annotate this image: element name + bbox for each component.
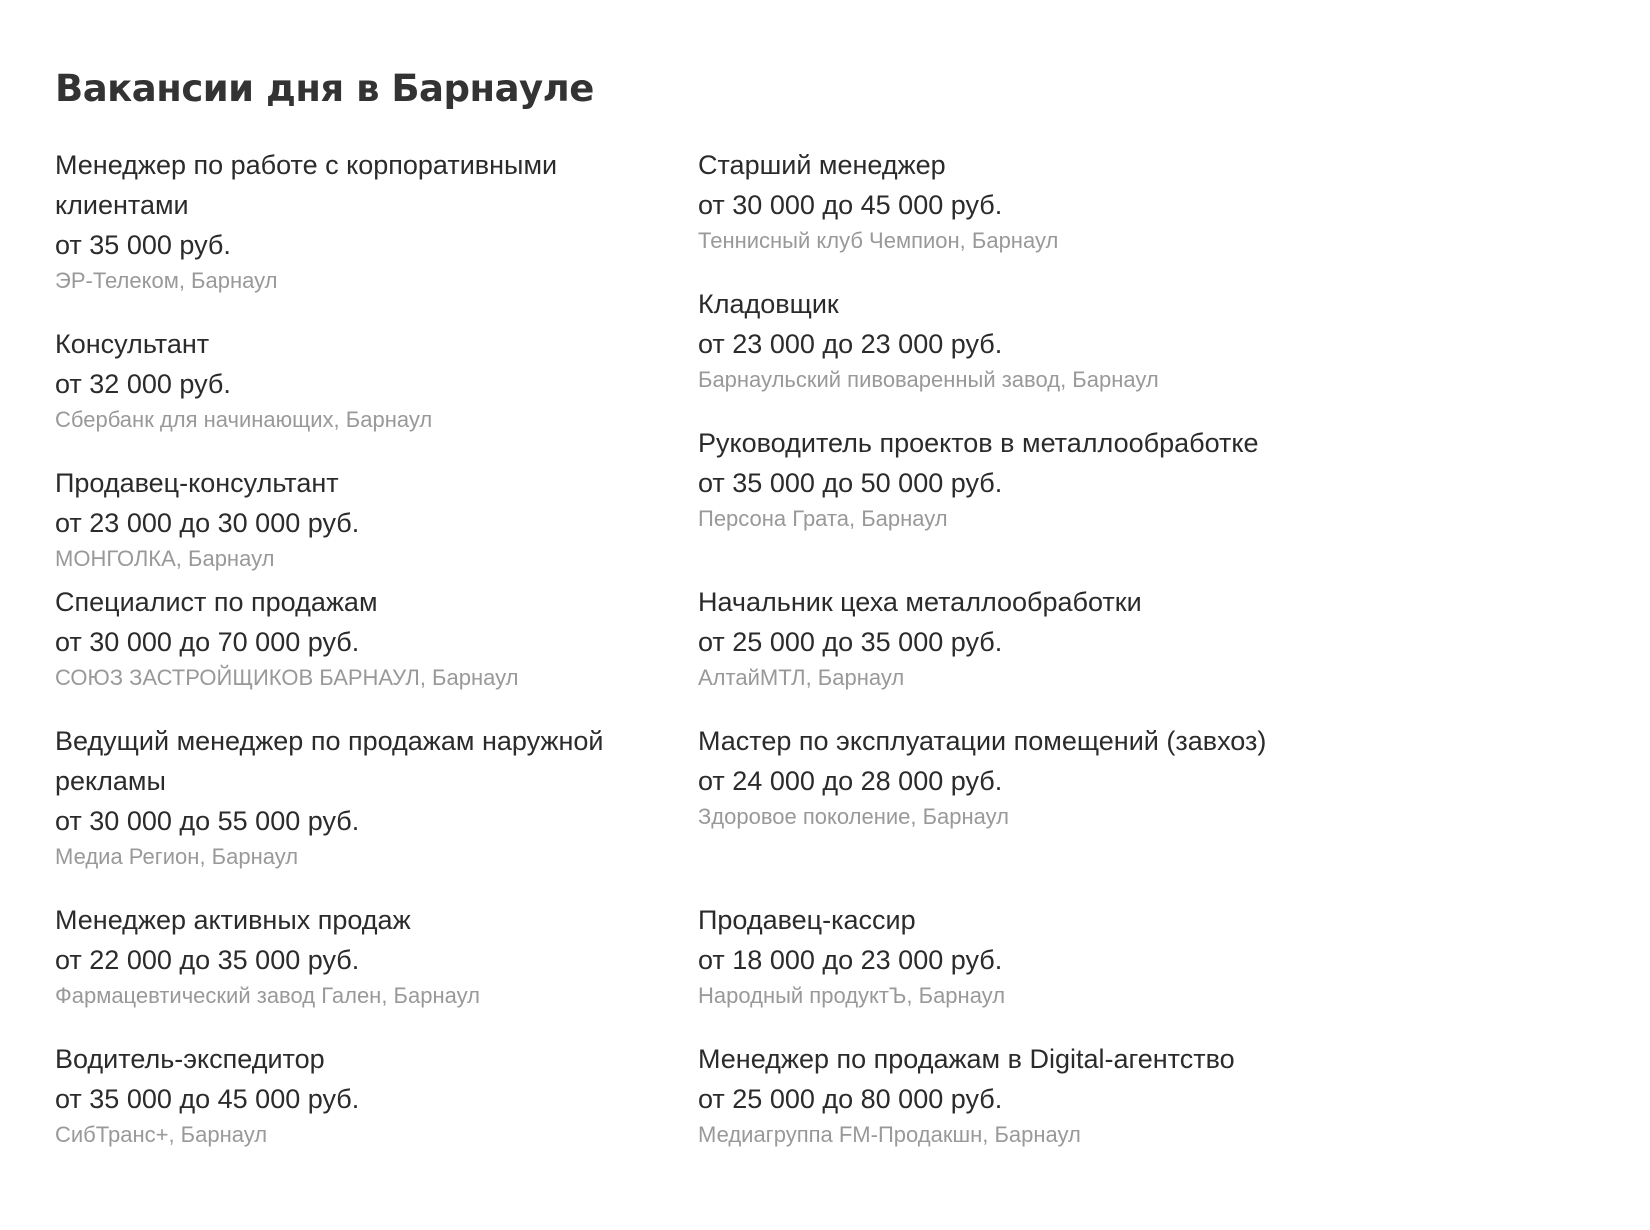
vacancy-company: СибТранс+, Барнаул [55,1122,268,1147]
vacancy-salary: от 35 000 до 45 000 руб. [55,1084,360,1114]
vacancy-title[interactable]: Кладовщик [698,289,839,319]
vacancy-card[interactable] [55,582,655,694]
vacancy-company: Народный продуктЪ, Барнаул [698,983,1006,1008]
page-title: Вакансии дня в Барнауле [55,67,594,110]
vacancy-salary: от 30 000 до 70 000 руб. [55,627,360,657]
vacancy-card[interactable] [55,324,655,436]
vacancy-card[interactable] [698,721,1338,833]
vacancy-title[interactable]: Старший менеджер [698,150,946,180]
vacancy-salary: от 30 000 до 55 000 руб. [55,806,360,836]
vacancy-card[interactable] [698,145,1338,257]
vacancy-company: Барнаульский пивоваренный завод, Барнаул [698,367,1159,392]
vacancy-title[interactable]: Продавец-кассир [698,905,916,935]
vacancy-salary: от 23 000 до 30 000 руб. [55,508,360,538]
vacancy-title[interactable]: Начальник цеха металлообработки [698,587,1142,617]
vacancy-title[interactable]: Руководитель проектов в металлообработке [698,428,1259,458]
vacancy-title[interactable]: Менеджер по работе с корпоративными клиентами [55,150,558,220]
vacancy-company: АлтайМТЛ, Барнаул [698,665,905,690]
vacancy-salary: от 22 000 до 35 000 руб. [55,945,360,975]
vacancy-card[interactable] [698,423,1338,535]
vacancy-company: ЭР-Телеком, Барнаул [55,268,278,293]
vacancy-card[interactable] [698,582,1338,694]
vacancy-card[interactable] [698,1039,1338,1151]
vacancy-company: Медиагруппа FM-Продакшн, Барнаул [698,1122,1081,1147]
vacancy-company: Медиа Регион, Барнаул [55,844,299,869]
vacancy-salary: от 35 000 до 50 000 руб. [698,468,1003,498]
vacancy-company: Здоровое поколение, Барнаул [698,804,1009,829]
vacancy-card[interactable] [55,721,655,873]
vacancy-company: Теннисный клуб Чемпион, Барнаул [698,228,1059,253]
vacancy-title[interactable]: Специалист по продажам [55,587,378,617]
vacancy-salary: от 35 000 руб. [55,230,231,260]
vacancy-title[interactable]: Водитель-экспедитор [55,1044,325,1074]
vacancy-company: СОЮЗ ЗАСТРОЙЩИКОВ БАРНАУЛ, Барнаул [55,665,519,690]
vacancy-company: МОНГОЛКА, Барнаул [55,546,275,571]
vacancy-card[interactable] [698,900,1338,1012]
vacancy-salary: от 23 000 до 23 000 руб. [698,329,1003,359]
vacancy-title[interactable]: Мастер по эксплуатации помещений (завхоз) [698,726,1267,756]
vacancy-company: Сбербанк для начинающих, Барнаул [55,407,433,432]
vacancy-card[interactable] [55,900,655,1012]
vacancy-salary: от 25 000 до 35 000 руб. [698,627,1003,657]
vacancy-title[interactable]: Консультант [55,329,210,359]
vacancy-company: Персона Грата, Барнаул [698,506,948,531]
vacancy-title[interactable]: Менеджер активных продаж [55,905,411,935]
vacancy-salary: от 30 000 до 45 000 руб. [698,190,1003,220]
vacancy-company: Фармацевтический завод Гален, Барнаул [55,983,480,1008]
vacancy-title[interactable]: Ведущий менеджер по продажам наружной рекламы [55,726,604,796]
vacancy-title[interactable]: Продавец-консультант [55,468,339,498]
vacancy-salary: от 25 000 до 80 000 руб. [698,1084,1003,1114]
vacancy-card[interactable] [55,463,655,575]
vacancy-title[interactable]: Менеджер по продажам в Digital-агентство [698,1044,1235,1074]
vacancy-salary: от 18 000 до 23 000 руб. [698,945,1003,975]
vacancy-card[interactable] [55,145,655,297]
vacancy-card[interactable] [698,284,1338,396]
vacancy-salary: от 24 000 до 28 000 руб. [698,766,1003,796]
vacancy-card[interactable] [55,1039,655,1151]
vacancy-salary: от 32 000 руб. [55,369,231,399]
